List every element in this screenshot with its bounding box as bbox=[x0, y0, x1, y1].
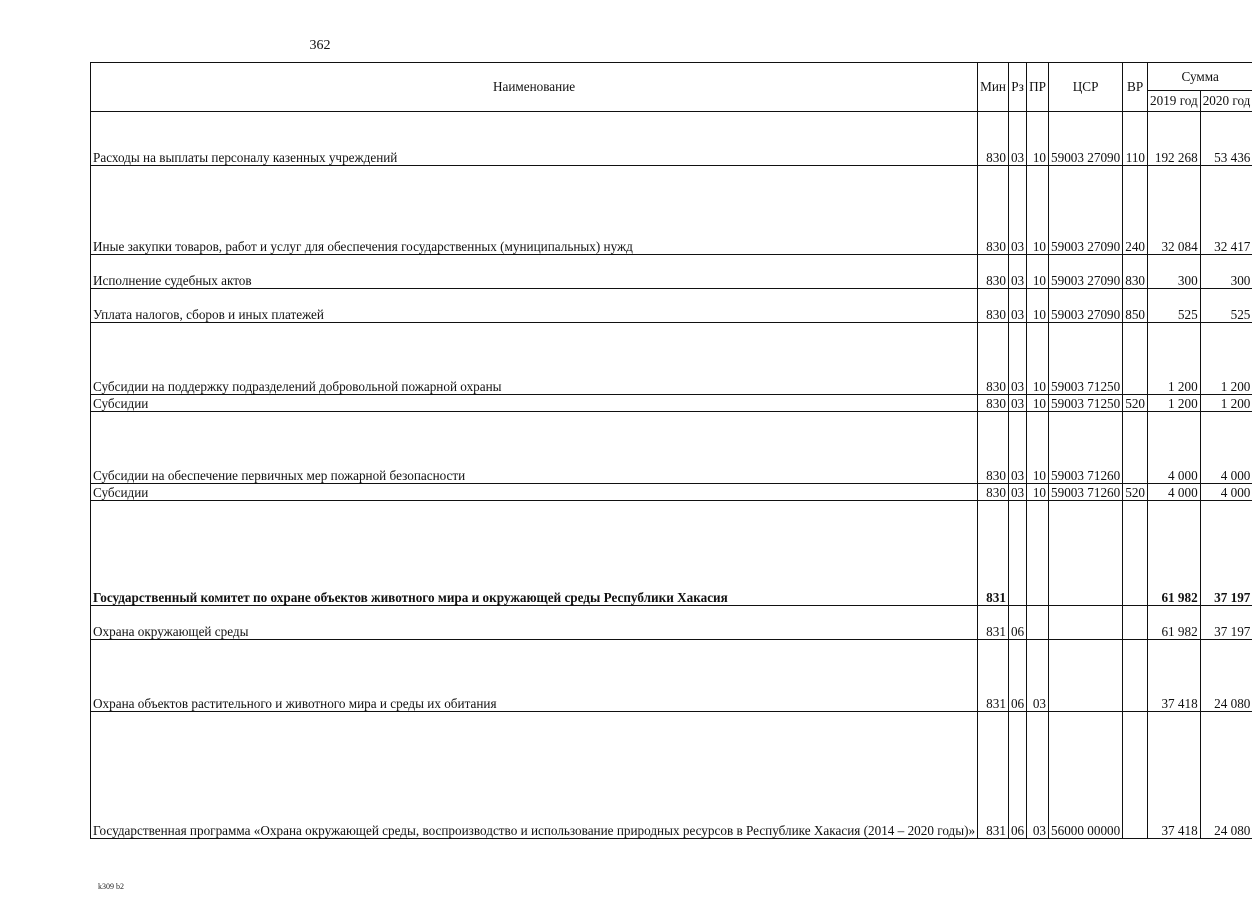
header-year-2019: 2019 год bbox=[1148, 91, 1201, 112]
row-sum-2020: 300 bbox=[1200, 255, 1252, 289]
row-name: Субсидии на поддержку подразделений добровольной пожарной охраны bbox=[91, 323, 978, 395]
row-min: 831 bbox=[978, 606, 1009, 640]
row-sum-2019: 1 200 bbox=[1148, 323, 1201, 395]
row-csr bbox=[1049, 640, 1123, 712]
row-vr bbox=[1123, 323, 1148, 395]
header-vr: ВР bbox=[1123, 63, 1148, 112]
row-sum-2020: 24 080 bbox=[1200, 640, 1252, 712]
row-rz: 06 bbox=[1008, 640, 1026, 712]
header-csr: ЦСР bbox=[1049, 63, 1123, 112]
row-name: Государственная программа «Охрана окружающей среды, воспроизводство и использование природных ресурсов в Республике Хакасия (2014 – 2020 годы)» bbox=[91, 712, 978, 839]
row-min: 830 bbox=[978, 395, 1009, 412]
row-sum-2020: 37 197 bbox=[1200, 606, 1252, 640]
row-vr: 520 bbox=[1123, 395, 1148, 412]
row-min: 830 bbox=[978, 323, 1009, 395]
row-csr: 59003 71250 bbox=[1049, 323, 1123, 395]
row-csr: 59003 27090 bbox=[1049, 255, 1123, 289]
header-pr: ПР bbox=[1027, 63, 1049, 112]
row-vr: 520 bbox=[1123, 484, 1148, 501]
row-rz: 06 bbox=[1008, 606, 1026, 640]
row-csr: 59003 71250 bbox=[1049, 395, 1123, 412]
table-row bbox=[91, 501, 1252, 606]
header-year-2020: 2020 год bbox=[1200, 91, 1252, 112]
row-name: Субсидии bbox=[91, 395, 978, 412]
row-name: Охрана объектов растительного и животного мира и среды их обитания bbox=[91, 640, 978, 712]
row-csr: 59003 71260 bbox=[1049, 412, 1123, 484]
row-name: Субсидии на обеспечение первичных мер пожарной безопасности bbox=[91, 412, 978, 484]
row-sum-2020: 24 080 bbox=[1200, 712, 1252, 839]
row-pr bbox=[1027, 606, 1049, 640]
row-name: Государственный комитет по охране объектов животного мира и окружающей среды Республики Хакасия bbox=[91, 501, 978, 606]
row-pr: 03 bbox=[1027, 712, 1049, 839]
table-row bbox=[91, 412, 1252, 484]
row-sum-2019: 1 200 bbox=[1148, 395, 1201, 412]
table-row bbox=[91, 323, 1252, 395]
row-vr bbox=[1123, 501, 1148, 606]
row-sum-2020: 32 417 bbox=[1200, 166, 1252, 255]
row-pr: 03 bbox=[1027, 640, 1049, 712]
header-sum: Сумма bbox=[1148, 63, 1252, 91]
header-name: Наименование bbox=[91, 63, 978, 112]
row-min: 830 bbox=[978, 484, 1009, 501]
row-pr: 10 bbox=[1027, 166, 1049, 255]
row-rz: 03 bbox=[1008, 112, 1026, 166]
row-csr: 59003 71260 bbox=[1049, 484, 1123, 501]
row-vr bbox=[1123, 712, 1148, 839]
row-csr: 59003 27090 bbox=[1049, 289, 1123, 323]
row-vr: 830 bbox=[1123, 255, 1148, 289]
row-sum-2020: 1 200 bbox=[1200, 323, 1252, 395]
row-csr: 59003 27090 bbox=[1049, 166, 1123, 255]
row-rz: 03 bbox=[1008, 289, 1026, 323]
row-name: Уплата налогов, сборов и иных платежей bbox=[91, 289, 978, 323]
row-sum-2019: 37 418 bbox=[1148, 712, 1201, 839]
header-min: Мин bbox=[978, 63, 1009, 112]
budget-table-body bbox=[91, 112, 1252, 839]
row-rz: 03 bbox=[1008, 484, 1026, 501]
row-sum-2020: 1 200 bbox=[1200, 395, 1252, 412]
row-name: Охрана окружающей среды bbox=[91, 606, 978, 640]
row-pr: 10 bbox=[1027, 289, 1049, 323]
row-sum-2019: 192 268 bbox=[1148, 112, 1201, 166]
row-min: 830 bbox=[978, 112, 1009, 166]
row-rz: 03 bbox=[1008, 323, 1026, 395]
table-row bbox=[91, 640, 1252, 712]
table-row bbox=[91, 712, 1252, 839]
row-sum-2019: 525 bbox=[1148, 289, 1201, 323]
row-sum-2019: 61 982 bbox=[1148, 606, 1201, 640]
row-pr: 10 bbox=[1027, 255, 1049, 289]
row-vr bbox=[1123, 412, 1148, 484]
row-min: 830 bbox=[978, 255, 1009, 289]
row-min: 831 bbox=[978, 501, 1009, 606]
table-row bbox=[91, 289, 1252, 323]
table-row bbox=[91, 166, 1252, 255]
row-rz bbox=[1008, 501, 1026, 606]
row-vr: 850 bbox=[1123, 289, 1148, 323]
row-sum-2020: 4 000 bbox=[1200, 412, 1252, 484]
header-rz: Рз bbox=[1008, 63, 1026, 112]
row-rz: 03 bbox=[1008, 166, 1026, 255]
row-sum-2020: 525 bbox=[1200, 289, 1252, 323]
row-sum-2019: 37 418 bbox=[1148, 640, 1201, 712]
row-rz: 03 bbox=[1008, 255, 1026, 289]
row-vr: 110 bbox=[1123, 112, 1148, 166]
row-pr: 10 bbox=[1027, 395, 1049, 412]
row-sum-2020: 37 197 bbox=[1200, 501, 1252, 606]
row-sum-2019: 4 000 bbox=[1148, 484, 1201, 501]
row-sum-2019: 4 000 bbox=[1148, 412, 1201, 484]
row-csr bbox=[1049, 501, 1123, 606]
row-sum-2019: 61 982 bbox=[1148, 501, 1201, 606]
row-pr: 10 bbox=[1027, 412, 1049, 484]
row-sum-2019: 32 084 bbox=[1148, 166, 1201, 255]
row-vr bbox=[1123, 606, 1148, 640]
row-sum-2019: 300 bbox=[1148, 255, 1201, 289]
row-csr: 56000 00000 bbox=[1049, 712, 1123, 839]
row-min: 831 bbox=[978, 712, 1009, 839]
page-number: 362 bbox=[309, 38, 331, 53]
row-name: Субсидии bbox=[91, 484, 978, 501]
row-rz: 03 bbox=[1008, 395, 1026, 412]
row-pr bbox=[1027, 501, 1049, 606]
row-pr: 10 bbox=[1027, 323, 1049, 395]
footer-code: k309 b2 bbox=[98, 882, 124, 891]
row-vr bbox=[1123, 640, 1148, 712]
row-min: 830 bbox=[978, 166, 1009, 255]
row-csr bbox=[1049, 606, 1123, 640]
row-name: Исполнение судебных актов bbox=[91, 255, 978, 289]
table-row bbox=[91, 484, 1252, 501]
row-rz: 03 bbox=[1008, 412, 1026, 484]
table-row bbox=[91, 112, 1252, 166]
row-sum-2020: 53 436 bbox=[1200, 112, 1252, 166]
row-pr: 10 bbox=[1027, 484, 1049, 501]
row-pr: 10 bbox=[1027, 112, 1049, 166]
budget-table bbox=[90, 62, 1252, 839]
table-row bbox=[91, 606, 1252, 640]
row-csr: 59003 27090 bbox=[1049, 112, 1123, 166]
row-min: 831 bbox=[978, 640, 1009, 712]
row-vr: 240 bbox=[1123, 166, 1148, 255]
row-rz: 06 bbox=[1008, 712, 1026, 839]
table-row bbox=[91, 255, 1252, 289]
row-name: Иные закупки товаров, работ и услуг для обеспечения государственных (муниципальных) нужд bbox=[91, 166, 978, 255]
table-row bbox=[91, 395, 1252, 412]
row-min: 830 bbox=[978, 412, 1009, 484]
row-min: 830 bbox=[978, 289, 1009, 323]
row-sum-2020: 4 000 bbox=[1200, 484, 1252, 501]
row-name: Расходы на выплаты персоналу казенных учреждений bbox=[91, 112, 978, 166]
